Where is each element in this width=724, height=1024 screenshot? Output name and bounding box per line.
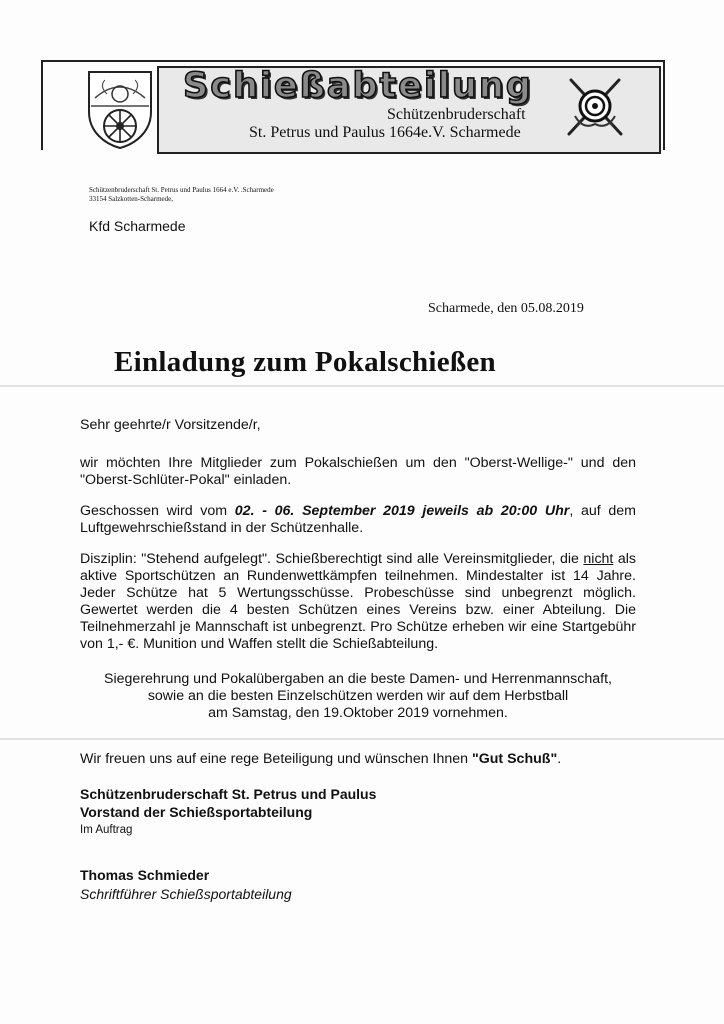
club-name: St. Petrus und Paulus 1664e.V. Scharmede xyxy=(249,124,521,141)
closing-suffix: . xyxy=(557,751,562,767)
sender-address-line: Schützenbruderschaft St. Petrus und Paulus 1664 e.V. .Scharmede xyxy=(89,186,274,194)
rules-emphasis: nicht xyxy=(583,551,614,567)
signer xyxy=(80,866,292,904)
scan-artifact-line xyxy=(0,385,724,387)
organization-name: Schützenbruderschaft St. Petrus und Paulus xyxy=(80,786,377,802)
ceremony-line: sowie an die besten Einzelschützen werden wir auf dem Herbstball xyxy=(147,688,569,704)
signer-role: Schriftführer Schießsportabteilung xyxy=(80,886,292,902)
closing-prefix: Wir freuen uns auf eine rege Beteiligung und wünschen Ihnen xyxy=(80,751,472,767)
ceremony-paragraph xyxy=(80,671,636,722)
signer-name: Thomas Schmieder xyxy=(80,867,210,883)
recipient: Kfd Scharmede xyxy=(89,218,186,234)
dates-suffix: , auf dem Luftgewehrschießstand in der Schützenhalle. xyxy=(80,503,636,536)
rules-suffix: als aktive Sportschützen an Rundenwettkämpfen teilnehmen. Mindestalter ist 14 Jahre. Jeder Schütze hat 5 Wertungsschüsse. Probeschüsse sind unbegrenzt möglich. Gewertet werden die 4 besten Schützen eines Vereins bzw. einer Abteilung. Die Teilnehmerzahl je Mannschaft ist unbegrenzt. Pro Schütze erheben wir eine Startgebühr von 1,- €. Munition und Waffen stellt die Schießabteilung. xyxy=(80,551,636,652)
scan-artifact-line xyxy=(0,738,724,740)
department-name: Vorstand der Schießsportabteilung xyxy=(80,804,313,820)
closing-paragraph xyxy=(80,751,636,768)
place-date: Scharmede, den 05.08.2019 xyxy=(428,301,584,316)
ceremony-line: am Samstag, den 19.Oktober 2019 vornehmen. xyxy=(208,705,508,721)
sender-city-line: 33154 Salzkotten-Scharmede, xyxy=(89,195,173,203)
dates-paragraph xyxy=(80,503,636,537)
shooting-club-emblem-icon xyxy=(563,74,627,140)
club-subtitle: Schützenbruderschaft xyxy=(387,106,526,123)
club-title: Schießabteilung xyxy=(183,66,533,106)
signature-organization xyxy=(80,785,376,839)
closing-wish: "Gut Schuß" xyxy=(472,751,558,767)
dates-prefix: Geschossen wird vom xyxy=(80,503,235,519)
on-behalf-note: Im Auftrag xyxy=(80,824,133,836)
greeting: Sehr geehrte/r Vorsitzende/r, xyxy=(80,417,261,433)
dates-highlight: 02. - 06. September 2019 jeweils ab 20:00 Uhr xyxy=(234,503,570,519)
rules-paragraph xyxy=(80,551,636,653)
ceremony-line: Siegerehrung und Pokalübergaben an die beste Damen- und Herrenmannschaft, xyxy=(104,671,612,687)
rules-prefix: Disziplin: "Stehend aufgelegt". Schießberechtigt sind alle Vereinsmitglieder, die xyxy=(80,551,584,567)
letterhead xyxy=(41,60,661,152)
letter-title: Einladung zum Pokalschießen xyxy=(114,346,496,378)
invitation-paragraph: wir möchten Ihre Mitglieder zum Pokalschießen um den "Oberst-Wellige-" und den "Oberst-Schlüter-Pokal" einladen. xyxy=(80,455,636,488)
municipal-crest-icon xyxy=(85,68,155,150)
